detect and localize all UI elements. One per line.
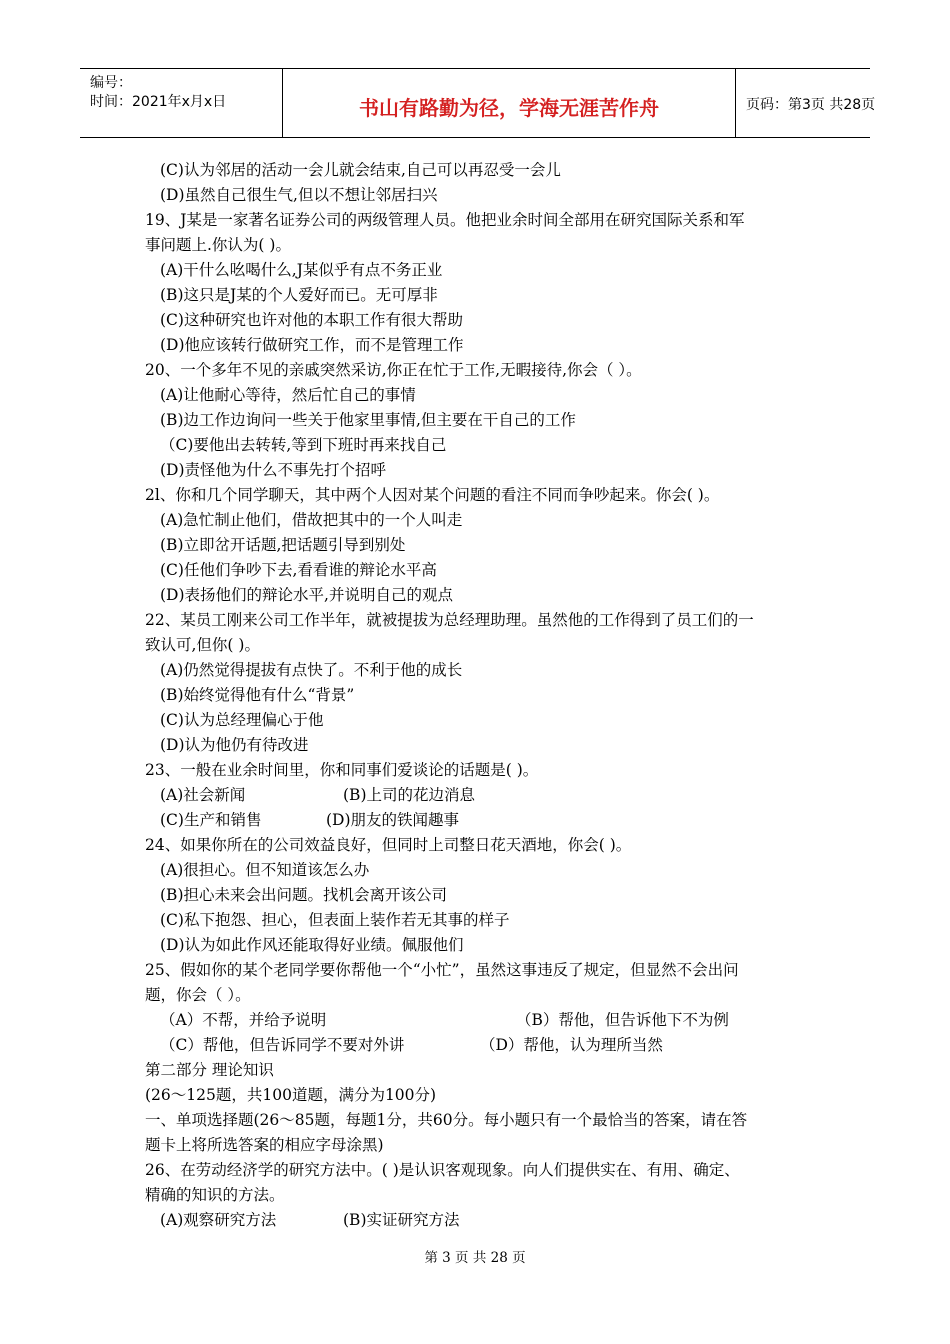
- text-line: 一、单项选择题(26～85题，每题1分，共60分。每小题只有一个最恰当的答案，请在答: [145, 1111, 748, 1129]
- option-line: (D)认为如此作风还能取得好业绩。佩服他们: [160, 936, 464, 954]
- header-right-cell: [736, 69, 876, 137]
- option-line: (D)他应该转行做研究工作，而不是管理工作: [160, 336, 464, 354]
- text-line: 致认可,但你( )。: [145, 636, 260, 654]
- question-23: 23、一般在业余时间里，你和同事们爱谈论的话题是( )。: [145, 761, 539, 779]
- option-line: （B）帮他，但告诉他下不为例: [516, 1011, 729, 1029]
- page-info: 页码：第3页 共28页: [746, 97, 876, 113]
- option-line: (A)社会新闻: [160, 786, 246, 804]
- option-line: (A)很担心。但不知道该怎么办: [160, 861, 370, 879]
- question-25: 25、假如你的某个老同学要你帮他一个“小忙”，虽然这事违反了规定，但显然不会出问: [145, 961, 739, 979]
- motto: 书山有路勤为径，学海无涯苦作舟: [359, 96, 659, 120]
- header-left-cell: [80, 69, 283, 137]
- number-label: 编号：: [90, 75, 132, 91]
- option-line: （C)要他出去转转,等到下班时再来找自己: [160, 436, 447, 454]
- option-line: (B)边工作边询问一些关于他家里事情,但主要在干自己的工作: [160, 411, 576, 429]
- option-line: (D)责怪他为什么不事先打个招呼: [160, 461, 387, 479]
- option-line: (C)任他们争吵下去,看看谁的辩论水平高: [160, 561, 437, 579]
- option-line: (D)认为他仍有待改进: [160, 736, 309, 754]
- option-line: (B)上司的花边消息: [343, 786, 475, 804]
- section-title: 第二部分 理论知识: [145, 1061, 274, 1079]
- option-line: (A)急忙制止他们，借故把其中的一个人叫走: [160, 511, 463, 529]
- option-line: (D)朋友的铁闻趣事: [326, 811, 460, 829]
- option-line: (B)担心未来会出问题。找机会离开该公司: [160, 886, 447, 904]
- option-line: (B)始终觉得他有什么“背景”: [160, 686, 355, 704]
- option-line: (C)这种研究也许对他的本职工作有很大帮助: [160, 311, 463, 329]
- page-footer: 第 3 页 共 28 页: [424, 1250, 526, 1266]
- question-21: 2l、你和几个同学聊天，其中两个人因对某个问题的看注不同而争吵起来。你会( )。: [145, 486, 720, 504]
- option-line: (A)仍然觉得提拔有点快了。不利于他的成长: [160, 661, 463, 679]
- header-middle-cell: [283, 69, 736, 137]
- option-line: (C)认为总经理偏心于他: [160, 711, 324, 729]
- page-header: [80, 68, 876, 138]
- question-22: 22、某员工刚来公司工作半年，就被提拔为总经理助理。虽然他的工作得到了员工们的一: [145, 611, 754, 629]
- option-line: （A）不帮，并给予说明: [160, 1011, 327, 1029]
- question-20: 20、一个多年不见的亲戚突然采访,你正在忙于工作,无暇接待,你会（ ）。: [145, 361, 642, 379]
- text-line: 事问题上.你认为( )。: [145, 236, 291, 254]
- question-26: 26、在劳动经济学的研究方法中。( )是认识客观现象。向人们提供实在、有用、确定、: [145, 1161, 740, 1179]
- option-line: (C)私下抱怨、担心，但表面上装作若无其事的样子: [160, 911, 510, 929]
- text-line: 题，你会（ ）。: [145, 986, 251, 1004]
- text-line: (D)虽然自己很生气,但以不想让邻居扫兴: [160, 186, 438, 204]
- option-line: (B)立即岔开话题,把话题引导到别处: [160, 536, 406, 554]
- time-label: 时间：2021年x月x日: [90, 94, 227, 110]
- option-line: (B)这只是J某的个人爱好而已。无可厚非: [160, 286, 438, 304]
- option-line: (A)干什么吆喝什么,J某似乎有点不务正业: [160, 261, 443, 279]
- question-19: 19、J某是一家著名证券公司的两级管理人员。他把业余时间全部用在研究国际关系和军: [145, 211, 745, 229]
- option-line: (A)观察研究方法: [160, 1211, 277, 1229]
- option-line: (A)让他耐心等待，然后忙自己的事情: [160, 386, 416, 404]
- text-line: 精确的知识的方法。: [145, 1186, 285, 1204]
- option-line: （C）帮他，但告诉同学不要对外讲: [160, 1036, 405, 1054]
- question-24: 24、如果你所在的公司效益良好，但同时上司整日花天酒地，你会( )。: [145, 836, 632, 854]
- option-line: （D）帮他，认为理所当然: [480, 1036, 663, 1054]
- option-line: (D)表扬他们的辩论水平,并说明自己的观点: [160, 586, 453, 604]
- option-line: (C)生产和销售: [160, 811, 262, 829]
- text-line: 题卡上将所选答案的相应字母涂黑): [145, 1136, 384, 1154]
- text-line: (26～125题，共100道题，满分为100分): [145, 1086, 437, 1104]
- option-line: (B)实证研究方法: [343, 1211, 460, 1229]
- text-line: (C)认为邻居的活动一会儿就会结束,自己可以再忍受一会儿: [160, 161, 561, 179]
